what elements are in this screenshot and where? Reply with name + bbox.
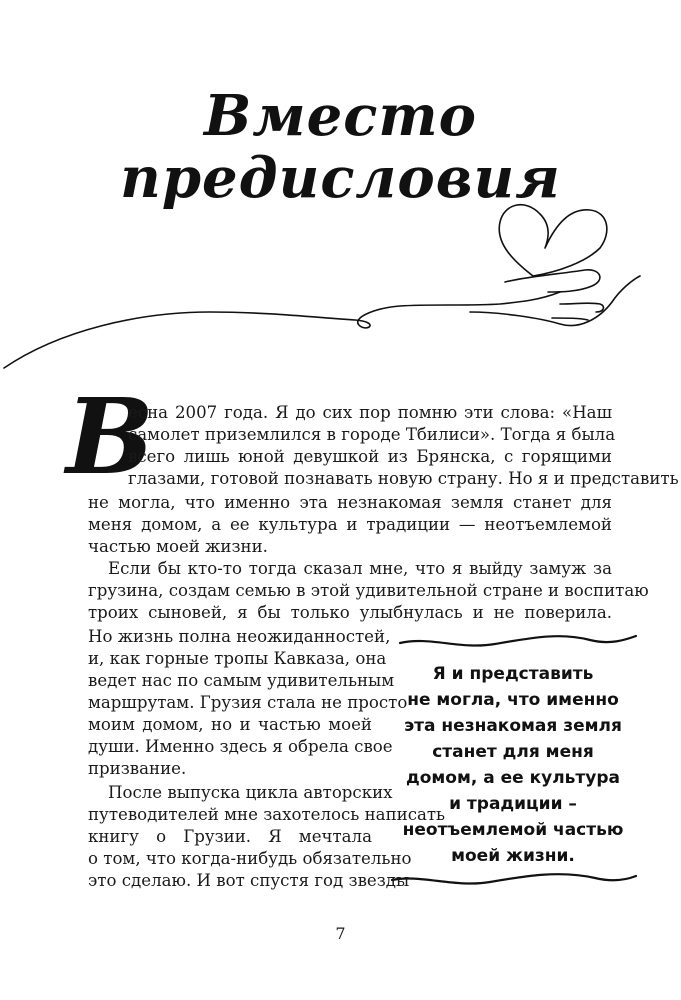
body-line: Но жизнь полна неожиданностей,: [88, 627, 391, 646]
pull-quote-line: моей жизни.: [451, 846, 575, 866]
body-line: призвание.: [88, 759, 187, 778]
quote-bottom-wave: [392, 874, 636, 883]
body-line: и, как горные тропы Кавказа, она: [88, 649, 387, 668]
page-title-line2: предисловия: [120, 145, 561, 211]
body-line: грузина, создам семью в этой удивительной стране и воспитаю: [88, 581, 649, 600]
body-line: После выпуска цикла авторских: [108, 783, 393, 802]
pull-quote-line: домом, а ее культура: [405, 768, 621, 788]
quote-top-wave: [400, 636, 636, 646]
body-line: книгу о Грузии. Я мечтала: [88, 827, 372, 846]
pull-quote-line: Я и представить: [432, 664, 594, 684]
pull-quote-line: неотъемлемой частью: [402, 820, 624, 840]
body-line: троих сыновей, я бы только улыбнулась и не поверила.: [88, 603, 612, 622]
body-line: души. Именно здесь я обрела свое: [88, 737, 393, 756]
body-line: маршрутам. Грузия стала не просто: [88, 693, 408, 712]
pull-quote-line: эта незнакомая земля: [404, 716, 622, 736]
page-title-line1: Вместо: [204, 83, 477, 149]
body-line: частью моей жизни.: [88, 537, 268, 556]
body-line: путеводителей мне захотелось написать: [88, 805, 446, 824]
body-line: не могла, что именно эта незнакомая земля станет для: [88, 493, 612, 512]
body-line: меня домом, а ее культура и традиции — неотъемлемой: [88, 515, 612, 534]
body-line: о том, что когда-нибудь обязательно: [88, 849, 412, 868]
body-line: моим домом, но и частью моей: [88, 715, 372, 734]
body-line: самолет приземлился в городе Тбилиси». Тогда я была: [128, 425, 616, 444]
body-line: это сделаю. И вот спустя год звезды: [88, 871, 410, 890]
pull-quote-line: станет для меня: [432, 742, 594, 762]
body-line: всего лишь юной девушкой из Брянска, с горящими: [128, 447, 612, 466]
pull-quote-line: не могла, что именно: [407, 690, 619, 710]
drop-cap: В: [66, 375, 154, 498]
body-line: Если бы кто-то тогда сказал мне, что я выйду замуж за: [108, 559, 612, 578]
page-number: 7: [335, 924, 346, 943]
body-line: ведет нас по самым удивительным: [88, 671, 395, 690]
pull-quote-line: и традиции –: [449, 794, 577, 814]
body-line: есна 2007 года. Я до сих пор помню эти слова: «Наш: [128, 403, 612, 422]
body-line: глазами, готовой познавать новую страну. Но я и представить: [128, 469, 679, 488]
